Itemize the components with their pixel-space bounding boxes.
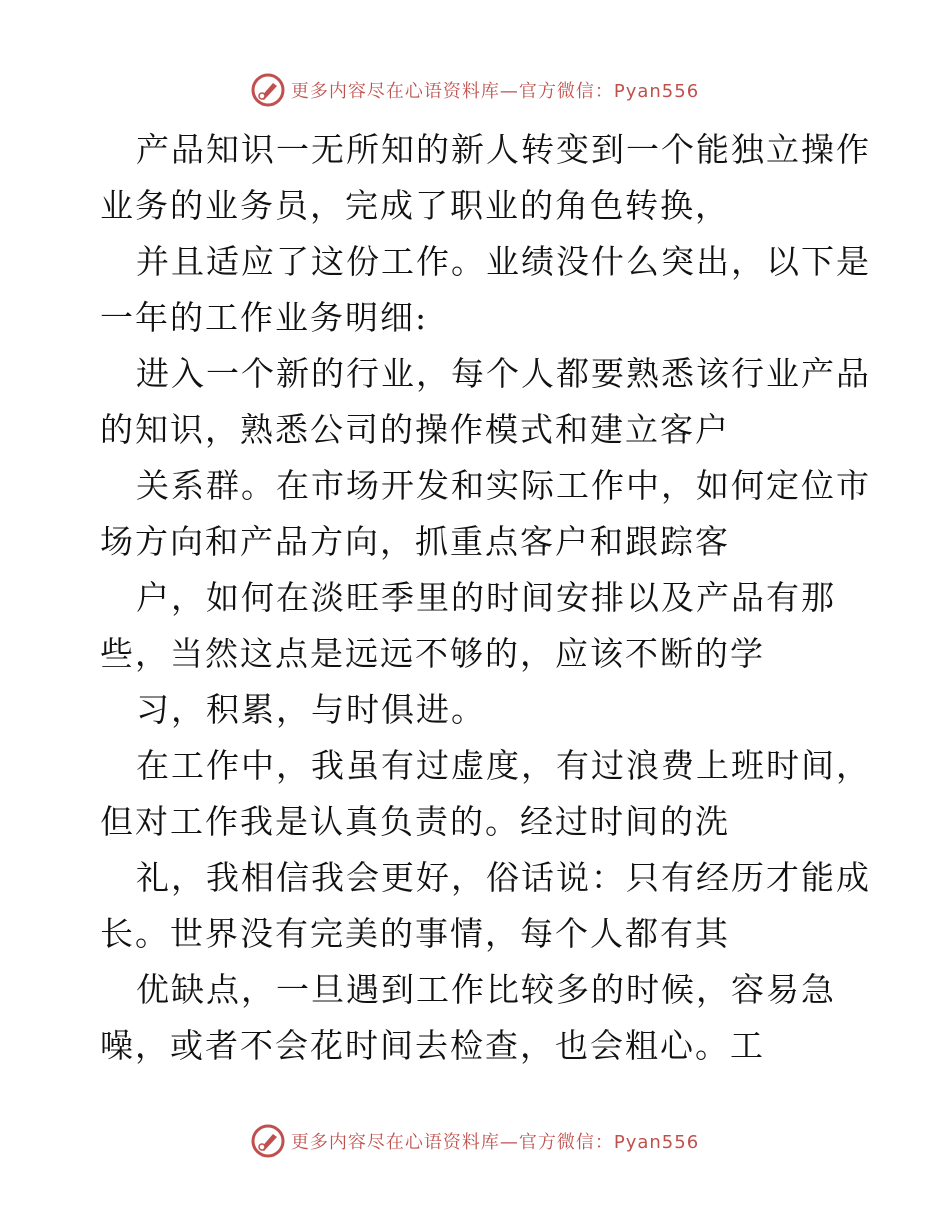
text-line: 进入一个新的行业，每个人都要熟悉该行业产品 — [136, 354, 871, 393]
text-line: 并且适应了这份工作。业绩没什么突出，以下是 — [136, 242, 871, 281]
pen-logo-icon — [251, 73, 285, 107]
header-banner — [0, 70, 950, 110]
header-banner-text: 更多内容尽在心语资料库—官方微信：Pyan556 — [290, 81, 700, 102]
footer-banner-text: 更多内容尽在心语资料库—官方微信：Pyan556 — [290, 1132, 700, 1153]
text-line: 优缺点，一旦遇到工作比较多的时候，容易急 — [136, 970, 836, 1009]
footer-banner — [0, 1121, 950, 1161]
text-line: 场方向和产品方向，抓重点客户和跟踪客 — [100, 522, 730, 561]
text-line: 习，积累，与时俱进。 — [136, 690, 486, 729]
pen-logo-icon — [251, 1124, 285, 1158]
text-line: 关系群。在市场开发和实际工作中，如何定位市 — [136, 466, 871, 505]
text-line: 礼，我相信我会更好，俗话说：只有经历才能成 — [136, 858, 871, 897]
text-line: 产品知识一无所知的新人转变到一个能独立操作 — [136, 130, 871, 169]
text-line: 噪，或者不会花时间去检查，也会粗心。工 — [100, 1026, 765, 1065]
text-line: 在工作中，我虽有过虚度，有过浪费上班时间， — [136, 746, 871, 785]
text-line: 长。世界没有完美的事情，每个人都有其 — [100, 914, 730, 953]
text-line: 但对工作我是认真负责的。经过时间的洗 — [100, 802, 730, 841]
document-body — [100, 122, 871, 1074]
text-line: 户，如何在淡旺季里的时间安排以及产品有那 — [136, 578, 836, 617]
text-line: 的知识，熟悉公司的操作模式和建立客户 — [100, 410, 730, 449]
text-line: 一年的工作业务明细: — [100, 298, 429, 337]
text-line: 业务的业务员，完成了职业的角色转换， — [100, 186, 730, 225]
text-line: 些，当然这点是远远不够的，应该不断的学 — [100, 634, 765, 673]
